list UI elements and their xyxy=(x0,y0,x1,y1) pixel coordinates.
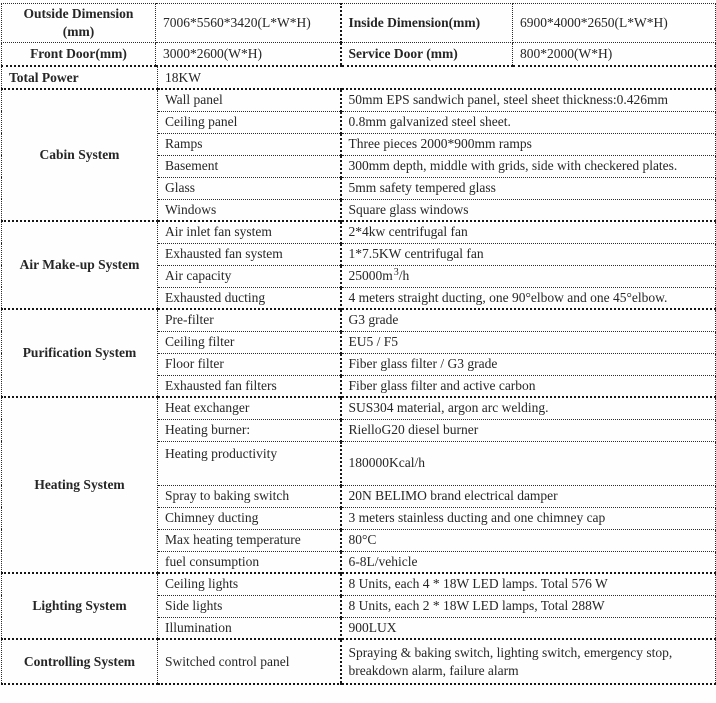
dimensions-table xyxy=(1,3,716,67)
inside-dimension-value: 6900*4000*2650(L*W*H) xyxy=(513,4,716,43)
total-power-value: 18KW xyxy=(158,67,716,89)
spec-value: 180000Kcal/h xyxy=(341,441,716,485)
spec-value: 80°C xyxy=(341,529,716,551)
spec-value: Spraying & baking switch, lighting switch, emergency stop, breakdown alarm, failure alarm xyxy=(341,639,716,684)
spec-label: Ceiling panel xyxy=(158,111,341,133)
spec-label: Exhausted fan filters xyxy=(158,375,341,397)
section-name: Air Make-up System xyxy=(2,221,158,309)
spec-label: Ramps xyxy=(158,133,341,155)
spec-value: 900LUX xyxy=(341,617,716,639)
spec-label: Exhausted ducting xyxy=(158,287,341,309)
service-door-label: Service Door (mm) xyxy=(341,42,513,66)
spec-label: Chimney ducting xyxy=(158,507,341,529)
front-door-label: Front Door(mm) xyxy=(2,42,156,66)
spec-row xyxy=(2,89,716,111)
spec-label: Glass xyxy=(158,177,341,199)
spec-value: EU5 / F5 xyxy=(341,331,716,353)
spec-label: Air inlet fan system xyxy=(158,221,341,243)
spec-label: Exhausted fan system xyxy=(158,243,341,265)
spec-label: Wall panel xyxy=(158,89,341,111)
spec-value: 8 Units, each 2 * 18W LED lamps, Total 288W xyxy=(341,595,716,617)
outside-dimension-label: Outside Dimension (mm) xyxy=(2,4,156,43)
spec-value: Fiber glass filter / G3 grade xyxy=(341,353,716,375)
spec-row xyxy=(2,221,716,243)
spec-value: 0.8mm galvanized steel sheet. xyxy=(341,111,716,133)
section-name: Heating System xyxy=(2,397,158,573)
outside-dimension-value: 7006*5560*3420(L*W*H) xyxy=(156,4,341,43)
spec-label: Heating productivity xyxy=(158,441,341,485)
inside-dimension-label: Inside Dimension(mm) xyxy=(341,4,513,43)
spec-value: 4 meters straight ducting, one 90°elbow and one 45°elbow. xyxy=(341,287,716,309)
spec-row xyxy=(2,309,716,331)
section-name: Lighting System xyxy=(2,573,158,639)
spec-value: 20N BELIMO brand electrical damper xyxy=(341,485,716,507)
section-name: Purification System xyxy=(2,309,158,397)
superscript-3: 3 xyxy=(393,266,399,278)
spec-value: Fiber glass filter and active carbon xyxy=(341,375,716,397)
spec-value: 8 Units, each 4 * 18W LED lamps. Total 576 W xyxy=(341,573,716,595)
spec-label: Floor filter xyxy=(158,353,341,375)
spec-value: G3 grade xyxy=(341,309,716,331)
spec-label: Heating burner: xyxy=(158,419,341,441)
spec-value: 6-8L/vehicle xyxy=(341,551,716,573)
total-power-row xyxy=(2,67,716,89)
spec-label: Air capacity xyxy=(158,265,341,287)
spec-table xyxy=(1,67,716,685)
spec-label: Pre-filter xyxy=(158,309,341,331)
spec-label: Windows xyxy=(158,199,341,221)
table-row xyxy=(2,42,716,66)
spec-row xyxy=(2,639,716,684)
spec-value: SUS304 material, argon arc welding. xyxy=(341,397,716,419)
table-row xyxy=(2,4,716,43)
spec-value: 1*7.5KW centrifugal fan xyxy=(341,243,716,265)
front-door-value: 3000*2600(W*H) xyxy=(156,42,341,66)
spec-label: Heat exchanger xyxy=(158,397,341,419)
spec-label: Spray to baking switch xyxy=(158,485,341,507)
spec-value: 3 meters stainless ducting and one chimney cap xyxy=(341,507,716,529)
spec-label: Basement xyxy=(158,155,341,177)
spec-label: Switched control panel xyxy=(158,639,341,684)
section-name: Controlling System xyxy=(2,639,158,684)
spec-label: Ceiling filter xyxy=(158,331,341,353)
spec-value: Square glass windows xyxy=(341,199,716,221)
spec-label: Illumination xyxy=(158,617,341,639)
total-power-label: Total Power xyxy=(2,67,158,89)
spec-value: 50mm EPS sandwich panel, steel sheet thickness:0.426mm xyxy=(341,89,716,111)
section-name: Cabin System xyxy=(2,89,158,221)
service-door-value: 800*2000(W*H) xyxy=(513,42,716,66)
spec-value: 2*4kw centrifugal fan xyxy=(341,221,716,243)
spec-value: 300mm depth, middle with grids, side with checkered plates. xyxy=(341,155,716,177)
spec-label: fuel consumption xyxy=(158,551,341,573)
spec-label: Side lights xyxy=(158,595,341,617)
spec-label: Max heating temperature xyxy=(158,529,341,551)
spec-row xyxy=(2,397,716,419)
spec-value: 5mm safety tempered glass xyxy=(341,177,716,199)
spec-label: Ceiling lights xyxy=(158,573,341,595)
spec-row xyxy=(2,573,716,595)
spec-value: $25000m^3/h$ xyxy=(341,265,716,287)
spec-value: Three pieces 2000*900mm ramps xyxy=(341,133,716,155)
spec-value: RielloG20 diesel burner xyxy=(341,419,716,441)
